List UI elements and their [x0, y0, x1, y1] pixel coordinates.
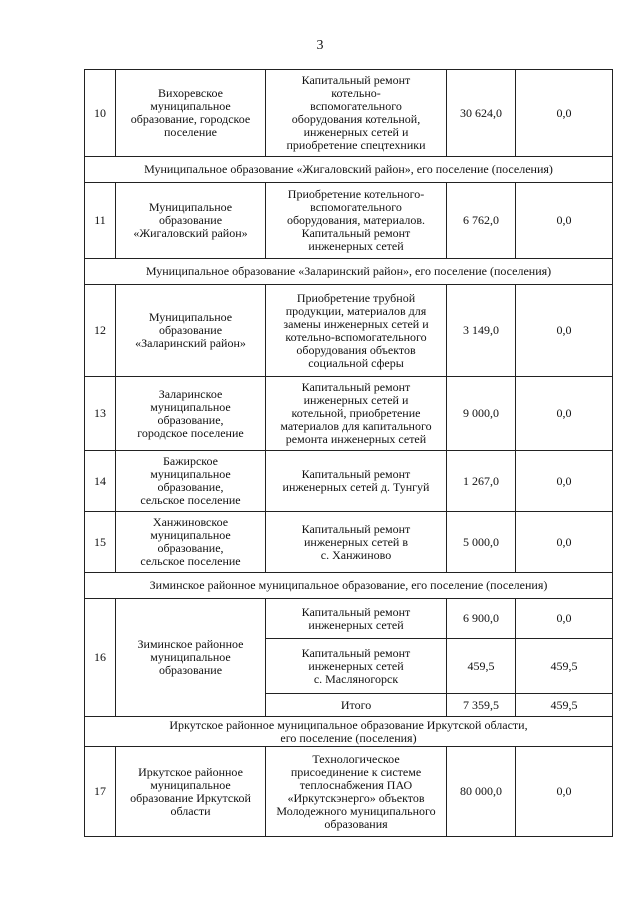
table-row [85, 451, 613, 512]
page-number: 3 [316, 38, 324, 53]
amount-total-cell: 459,5 [447, 639, 516, 694]
amount-total-cell: 6 900,0 [447, 599, 516, 639]
work-description-cell: Капитальный ремонт инженерных сетей д. Тунгуй [266, 451, 447, 512]
section-header-row [85, 573, 613, 599]
row-number: 16 [85, 599, 116, 717]
amount-total-cell: 5 000,0 [447, 512, 516, 573]
row-number: 11 [85, 183, 116, 259]
row-number: 15 [85, 512, 116, 573]
amount-federal-cell: 0,0 [516, 285, 613, 377]
work-description-cell: Капитальный ремонт инженерных сетей в с. Ханжиново [266, 512, 447, 573]
table-row [85, 512, 613, 573]
section-header-zalarinsky: Муниципальное образование «Заларинский район», его поселение (поселения) [85, 259, 613, 285]
amount-federal-cell: 459,5 [516, 639, 613, 694]
program-table [84, 69, 613, 837]
work-description-cell: Капитальный ремонт котельно- вспомогательного оборудования котельной, инженерных сетей и приобретение спецтехники [266, 70, 447, 157]
total-amount-cell: 7 359,5 [447, 694, 516, 717]
municipality-cell: Иркутское районное муниципальное образование Иркутской области [116, 747, 266, 837]
work-description-cell: Приобретение трубной продукции, материалов для замены инженерных сетей и котельно-вспомогательного оборудования объектов социальной сферы [266, 285, 447, 377]
table-row [85, 70, 613, 157]
amount-federal-cell: 0,0 [516, 747, 613, 837]
section-header-irkutsky: Иркутское районное муниципальное образование Иркутской области, его поселение (поселения) [85, 717, 613, 747]
municipality-cell: Бажирское муниципальное образование, сельское поселение [116, 451, 266, 512]
amount-federal-cell: 0,0 [516, 512, 613, 573]
section-header-zhigalovsky: Муниципальное образование «Жигаловский район», его поселение (поселения) [85, 157, 613, 183]
row-number: 12 [85, 285, 116, 377]
work-description-cell: Технологическое присоединение к системе теплоснабжения ПАО «Иркутскэнерго» объектов Молодежного муниципального образования [266, 747, 447, 837]
table-row [85, 377, 613, 451]
municipality-cell: Зиминское районное муниципальное образование [116, 599, 266, 717]
work-description-cell: Приобретение котельного- вспомогательного оборудования, материалов. Капитальный ремонт инженерных сетей [266, 183, 447, 259]
table-row [85, 599, 613, 639]
total-federal-cell: 459,5 [516, 694, 613, 717]
total-label: Итого [266, 694, 447, 717]
section-header-ziminsky: Зиминское районное муниципальное образование, его поселение (поселения) [85, 573, 613, 599]
row-number: 13 [85, 377, 116, 451]
work-description-cell: Капитальный ремонт инженерных сетей и котельной, приобретение материалов для капитального ремонта инженерных сетей [266, 377, 447, 451]
amount-total-cell: 9 000,0 [447, 377, 516, 451]
amount-federal-cell: 0,0 [516, 183, 613, 259]
row-number: 17 [85, 747, 116, 837]
table-row [85, 285, 613, 377]
municipality-cell: Муниципальное образование «Жигаловский район» [116, 183, 266, 259]
table-row [85, 747, 613, 837]
work-description-cell: Капитальный ремонт инженерных сетей [266, 599, 447, 639]
amount-federal-cell: 0,0 [516, 70, 613, 157]
municipality-cell: Вихоревское муниципальное образование, городское поселение [116, 70, 266, 157]
amount-total-cell: 3 149,0 [447, 285, 516, 377]
amount-federal-cell: 0,0 [516, 599, 613, 639]
section-header-row [85, 717, 613, 747]
section-header-row [85, 259, 613, 285]
amount-total-cell: 6 762,0 [447, 183, 516, 259]
amount-total-cell: 80 000,0 [447, 747, 516, 837]
municipality-cell: Муниципальное образование «Заларинский район» [116, 285, 266, 377]
amount-federal-cell: 0,0 [516, 377, 613, 451]
amount-federal-cell: 0,0 [516, 451, 613, 512]
section-header-row [85, 157, 613, 183]
amount-total-cell: 1 267,0 [447, 451, 516, 512]
row-number: 14 [85, 451, 116, 512]
row-number: 10 [85, 70, 116, 157]
amount-total-cell: 30 624,0 [447, 70, 516, 157]
work-description-cell: Капитальный ремонт инженерных сетей с. Масляногорск [266, 639, 447, 694]
table-row [85, 183, 613, 259]
municipality-cell: Ханжиновское муниципальное образование, сельское поселение [116, 512, 266, 573]
municipality-cell: Заларинское муниципальное образование, городское поселение [116, 377, 266, 451]
